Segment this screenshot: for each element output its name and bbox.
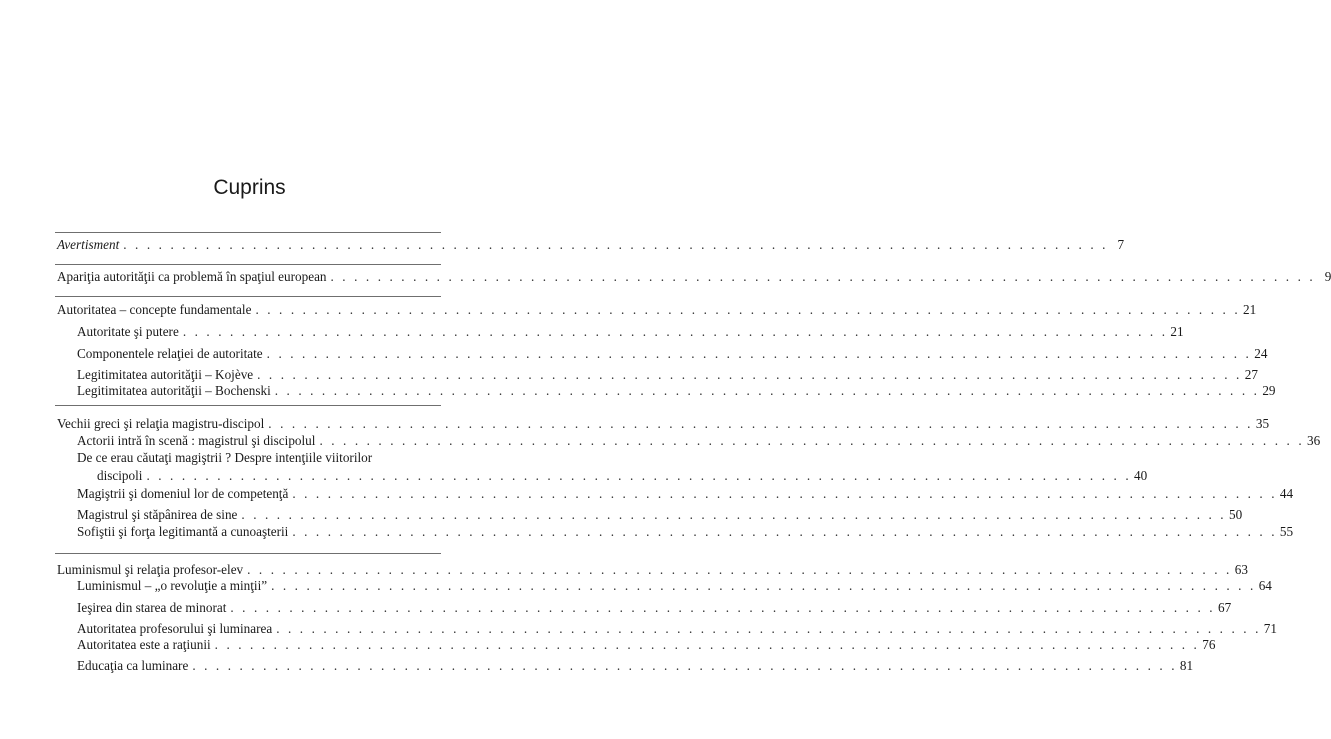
toc-subentry[interactable] — [77, 621, 1277, 637]
leader-dots: . . . . . . . . . . . . . . . . . . . . . . . . . . . . . . . . . . . . . . . . . . . . . . . . . . . . . . . . . . . . . . . . . . . . . . . . . . . . . . . . . . . . — [330, 269, 1316, 284]
entry-title: Magiştrii şi domeniul lor de competenţă — [77, 486, 289, 501]
entry-page: 63 — [1234, 562, 1248, 577]
entry-page: 24 — [1254, 346, 1268, 361]
leader-dots: . . . . . . . . . . . . . . . . . . . . . . . . . . . . . . . . . . . . . . . . . . . . . . . . . . . . . . . . . . . . . . . . . . . . . . . . . . . . . . . . . . . . — [292, 486, 1278, 501]
entry-title: Legitimitatea autorităţii – Bochenski — [77, 383, 271, 398]
separator-rule — [55, 264, 441, 265]
entry-page: 29 — [1262, 383, 1276, 398]
separator-rule — [55, 232, 441, 233]
toc-entry[interactable] — [57, 562, 1248, 578]
entry-title: Actorii intră în scenă : magistrul şi discipolul — [77, 433, 316, 448]
leader-dots: . . . . . . . . . . . . . . . . . . . . . . . . . . . . . . . . . . . . . . . . . . . . . . . . . . . . . . . . . . . . . . . . . . . . . . . . . . . . . . . . . . . . — [255, 302, 1241, 317]
entry-page: 81 — [1179, 658, 1194, 673]
leader-dots: . . . . . . . . . . . . . . . . . . . . . . . . . . . . . . . . . . . . . . . . . . . . . . . . . . . . . . . . . . . . . . . . . . . . . . . . . . . . . . . . . . . . — [214, 637, 1200, 652]
entry-title: Componentele relaţiei de autoritate — [77, 346, 263, 361]
toc-entry[interactable] — [57, 302, 1257, 318]
entry-title: Autoritate şi putere — [77, 324, 179, 339]
entry-page: 7 — [1117, 237, 1125, 252]
leader-dots: . . . . . . . . . . . . . . . . . . . . . . . . . . . . . . . . . . . . . . . . . . . . . . . . . . . . . . . . . . . . . . . . . . . . . . . . . . . . . . . . . . . . — [292, 524, 1278, 539]
entry-page: 9 — [1324, 269, 1331, 284]
entry-title: Apariţia autorităţii ca problemă în spaţiul european — [57, 269, 327, 284]
leader-dots: . . . . . . . . . . . . . . . . . . . . . . . . . . . . . . . . . . . . . . . . . . . . . . . . . . . . . . . . . . . . . . . . . . . . . . . . . . . . . . . . . . . . — [319, 433, 1305, 448]
entry-page: 27 — [1244, 367, 1258, 382]
toc-subentry[interactable] — [77, 600, 1232, 616]
entry-page: 35 — [1255, 416, 1270, 431]
page-title: Cuprins — [213, 176, 286, 199]
entry-page: 76 — [1202, 637, 1216, 652]
entry-page: 21 — [1170, 324, 1184, 339]
leader-dots: . . . . . . . . . . . . . . . . . . . . . . . . . . . . . . . . . . . . . . . . . . . . . . . . . . . . . . . . . . . . . . . . . . . . . . . . . . . . . . . . . . . . — [247, 562, 1232, 577]
toc-subentry[interactable] — [77, 658, 1194, 674]
entry-title-continuation: discipoli — [97, 468, 143, 483]
entry-page: 44 — [1279, 486, 1294, 501]
leader-dots: . . . . . . . . . . . . . . . . . . . . . . . . . . . . . . . . . . . . . . . . . . . . . . . . . . . . . . . . . . . . . . . . . . . . . . . . . . . . . . . . . . . . — [268, 416, 1254, 431]
entry-title: Avertisment — [57, 237, 120, 252]
toc-subentry[interactable] — [77, 383, 1276, 399]
entry-page: 40 — [1134, 468, 1148, 483]
entry-page: 36 — [1307, 433, 1321, 448]
entry-title: Magistrul şi stăpânirea de sine — [77, 507, 238, 522]
toc-entry[interactable] — [57, 416, 1270, 432]
toc-subentry[interactable] — [77, 367, 1258, 383]
entry-title: Autoritatea – concepte fundamentale — [57, 302, 252, 317]
toc-subentry[interactable] — [77, 524, 1294, 540]
leader-dots: . . . . . . . . . . . . . . . . . . . . . . . . . . . . . . . . . . . . . . . . . . . . . . . . . . . . . . . . . . . . . . . . . . . . . . . . . . . . . . . . . . . . — [276, 621, 1261, 636]
leader-dots: . . . . . . . . . . . . . . . . . . . . . . . . . . . . . . . . . . . . . . . . . . . . . . . . . . . . . . . . . . . . . . . . . . . . . . . . . . . . . . . . . . . . — [192, 658, 1178, 673]
toc-subentry[interactable] — [77, 486, 1294, 502]
toc-subentry[interactable] — [77, 578, 1272, 594]
entry-page: 21 — [1243, 302, 1257, 317]
toc-entry[interactable] — [57, 269, 1331, 285]
leader-dots: . . . . . . . . . . . . . . . . . . . . . . . . . . . . . . . . . . . . . . . . . . . . . . . . . . . . . . . . . . . . . . . . . . . . . . . . . . . . . . . . . . . . — [266, 346, 1252, 361]
leader-dots: . . . . . . . . . . . . . . . . . . . . . . . . . . . . . . . . . . . . . . . . . . . . . . . . . . . . . . . . . . . . . . . . . . . . . . . . . . . . . . . . . . . . — [146, 468, 1132, 483]
entry-page: 71 — [1263, 621, 1277, 636]
leader-dots: . . . . . . . . . . . . . . . . . . . . . . . . . . . . . . . . . . . . . . . . . . . . . . . . . . . . . . . . . . . . . . . . . . . . . . . . . . . . . . . . . . . . — [257, 367, 1242, 382]
separator-rule — [55, 553, 441, 554]
entry-page: 67 — [1217, 600, 1232, 615]
entry-title: Sofiştii şi forţa legitimantă a cunoaşterii — [77, 524, 289, 539]
entry-title: Educaţia ca luminare — [77, 658, 189, 673]
leader-dots: . . . . . . . . . . . . . . . . . . . . . . . . . . . . . . . . . . . . . . . . . . . . . . . . . . . . . . . . . . . . . . . . . . . . . . . . . . . . . . . . . . . . — [123, 237, 1109, 252]
toc-subentry[interactable] — [77, 346, 1268, 362]
leader-dots: . . . . . . . . . . . . . . . . . . . . . . . . . . . . . . . . . . . . . . . . . . . . . . . . . . . . . . . . . . . . . . . . . . . . . . . . . . . . . . . . . . . . — [230, 600, 1216, 615]
entry-title: Legitimitatea autorităţii – Kojève — [77, 367, 254, 382]
toc-subentry[interactable] — [97, 468, 1148, 484]
toc-entry[interactable] — [57, 237, 1125, 253]
toc-subentry[interactable] — [77, 433, 1321, 449]
entry-page: 64 — [1258, 578, 1272, 593]
leader-dots: . . . . . . . . . . . . . . . . . . . . . . . . . . . . . . . . . . . . . . . . . . . . . . . . . . . . . . . . . . . . . . . . . . . . . . . . . . . . . . . . . . . . — [182, 324, 1168, 339]
entry-title: Luminismul şi relaţia profesor-elev — [57, 562, 244, 577]
leader-dots: . . . . . . . . . . . . . . . . . . . . . . . . . . . . . . . . . . . . . . . . . . . . . . . . . . . . . . . . . . . . . . . . . . . . . . . . . . . . . . . . . . . . — [271, 578, 1256, 593]
entry-page: 50 — [1229, 507, 1243, 522]
entry-title: Vechii greci şi relaţia magistru-discipol — [57, 416, 265, 431]
entry-page: 55 — [1279, 524, 1294, 539]
toc-subentry[interactable] — [77, 324, 1184, 340]
entry-title: Ieşirea din starea de minorat — [77, 600, 227, 615]
entry-title: Autoritatea profesorului şi luminarea — [77, 621, 273, 636]
entry-title: Autoritatea este a raţiunii — [77, 637, 211, 652]
leader-dots: . . . . . . . . . . . . . . . . . . . . . . . . . . . . . . . . . . . . . . . . . . . . . . . . . . . . . . . . . . . . . . . . . . . . . . . . . . . . . . . . . . . . — [274, 383, 1260, 398]
leader-dots: . . . . . . . . . . . . . . . . . . . . . . . . . . . . . . . . . . . . . . . . . . . . . . . . . . . . . . . . . . . . . . . . . . . . . . . . . . . . . . . . . . . . — [241, 507, 1227, 522]
toc-subentry[interactable] — [77, 637, 1216, 653]
toc-subentry[interactable] — [77, 507, 1243, 523]
separator-rule — [55, 296, 441, 297]
entry-title: Luminismul – „o revoluţie a minţii” — [77, 578, 268, 593]
entry-title-line[interactable]: De ce erau căutaţi magiştrii ? Despre intenţiile viitorilor — [77, 450, 373, 465]
separator-rule — [55, 405, 441, 406]
